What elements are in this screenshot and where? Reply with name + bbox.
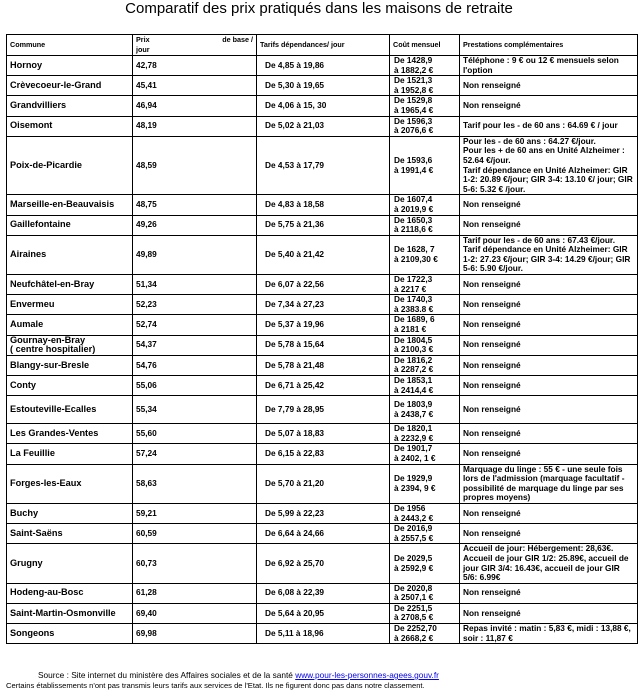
cout-cell: De 1901,7 à 2402, 1 € xyxy=(390,444,460,464)
cout-cell: De 1529,8 à 1965,4 € xyxy=(390,96,460,116)
table-row xyxy=(7,335,638,355)
prestations-cell: Non renseigné xyxy=(460,295,638,315)
cout-cell: De 1593,6 à 1991,4 € xyxy=(390,136,460,195)
prix-cell: 42,78 xyxy=(133,56,257,76)
prix-cell: 54,76 xyxy=(133,355,257,375)
tarifs-cell: De 5,78 à 21,48 xyxy=(257,355,390,375)
commune-cell: Les Grandes-Ventes xyxy=(7,424,133,444)
commune-cell: Hornoy xyxy=(7,56,133,76)
prestations-cell: Non renseigné xyxy=(460,503,638,523)
commune-cell: Forges-les-Eaux xyxy=(7,464,133,503)
prix-cell: 61,28 xyxy=(133,583,257,603)
table-row xyxy=(7,424,638,444)
tarifs-cell: De 6,71 à 25,42 xyxy=(257,376,390,396)
cout-cell: De 1428,9 à 1882,2 € xyxy=(390,56,460,76)
header-prix-suffix: de base / xyxy=(222,35,253,45)
table-row xyxy=(7,136,638,195)
table-row xyxy=(7,275,638,295)
prestations-cell: Non renseigné xyxy=(460,195,638,215)
cout-cell: De 1607,4 à 2019,9 € xyxy=(390,195,460,215)
header-prix xyxy=(133,35,257,56)
table-row xyxy=(7,235,638,274)
prix-cell: 48,19 xyxy=(133,116,257,136)
prix-cell: 69,40 xyxy=(133,603,257,623)
commune-cell: Saint-Martin-Osmonville xyxy=(7,603,133,623)
table-row xyxy=(7,624,638,644)
tarifs-cell: De 5,75 à 21,36 xyxy=(257,215,390,235)
commune-cell: Conty xyxy=(7,376,133,396)
cout-cell: De 1596,3 à 2076,6 € xyxy=(390,116,460,136)
prix-cell: 51,34 xyxy=(133,275,257,295)
commune-cell: Gournay-en-Bray ( centre hospitalier) xyxy=(7,335,133,355)
source-line xyxy=(38,670,439,680)
prestations-cell: Non renseigné xyxy=(460,444,638,464)
cout-cell: De 1804,5 à 2100,3 € xyxy=(390,335,460,355)
tarifs-cell: De 6,92 à 25,70 xyxy=(257,544,390,583)
cout-cell: De 1853,1 à 2414,4 € xyxy=(390,376,460,396)
table-row xyxy=(7,583,638,603)
tarifs-cell: De 6,64 à 24,66 xyxy=(257,524,390,544)
tarifs-cell: De 6,08 à 22,39 xyxy=(257,583,390,603)
prix-cell: 60,73 xyxy=(133,544,257,583)
prestations-cell: Non renseigné xyxy=(460,524,638,544)
prix-cell: 57,24 xyxy=(133,444,257,464)
prestations-cell: Non renseigné xyxy=(460,315,638,335)
prix-cell: 46,94 xyxy=(133,96,257,116)
prestations-cell: Non renseigné xyxy=(460,215,638,235)
table-row xyxy=(7,56,638,76)
tarifs-cell: De 5,07 à 18,83 xyxy=(257,424,390,444)
prestations-cell: Non renseigné xyxy=(460,355,638,375)
tarifs-cell: De 5,99 à 22,23 xyxy=(257,503,390,523)
price-comparison-table xyxy=(6,34,638,644)
cout-cell: De 1929,9 à 2394, 9 € xyxy=(390,464,460,503)
tarifs-cell: De 5,37 à 19,96 xyxy=(257,315,390,335)
prix-cell: 55,34 xyxy=(133,396,257,424)
prestations-cell: Non renseigné xyxy=(460,396,638,424)
prix-cell: 49,26 xyxy=(133,215,257,235)
tarifs-cell: De 7,34 à 27,23 xyxy=(257,295,390,315)
tarifs-cell: De 5,78 à 15,64 xyxy=(257,335,390,355)
commune-cell: Envermeu xyxy=(7,295,133,315)
tarifs-cell: De 5,02 à 21,03 xyxy=(257,116,390,136)
table-row xyxy=(7,524,638,544)
commune-cell: Neufchâtel-en-Bray xyxy=(7,275,133,295)
cout-cell: De 1650,3 à 2118,6 € xyxy=(390,215,460,235)
tarifs-cell: De 5,64 à 20,95 xyxy=(257,603,390,623)
commune-cell: Crèvecoeur-le-Grand xyxy=(7,76,133,96)
prix-cell: 48,75 xyxy=(133,195,257,215)
table-row xyxy=(7,295,638,315)
prix-cell: 54,37 xyxy=(133,335,257,355)
commune-cell: Gaillefontaine xyxy=(7,215,133,235)
table-row xyxy=(7,355,638,375)
cout-cell: De 2020,8 à 2507,1 € xyxy=(390,583,460,603)
prestations-cell: Téléphone : 9 € ou 12 € mensuels selon l'option xyxy=(460,56,638,76)
prestations-cell: Pour les - de 60 ans : 64.27 €/jour. Pour les + de 60 ans en Unité Alzheimer : 52.64 €/jour. Tarif dépendance en Unité Alzheimer: GIR 1-2: 20.89 €/jour; GIR 3-4: 13.10 €/ jour; GIR 5-6: 5.32 € /jour. xyxy=(460,136,638,195)
commune-cell: Poix-de-Picardie xyxy=(7,136,133,195)
table-row xyxy=(7,76,638,96)
commune-cell: Saint-Saëns xyxy=(7,524,133,544)
table-row xyxy=(7,376,638,396)
tarifs-cell: De 4,53 à 17,79 xyxy=(257,136,390,195)
prix-cell: 55,06 xyxy=(133,376,257,396)
commune-cell: Airaines xyxy=(7,235,133,274)
tarifs-cell: De 5,30 à 19,65 xyxy=(257,76,390,96)
header-prix-label: Prix xyxy=(136,35,150,45)
prestations-cell: Non renseigné xyxy=(460,583,638,603)
cout-cell: De 2251,5 à 2708,5 € xyxy=(390,603,460,623)
commune-cell: Estouteville-Ecalles xyxy=(7,396,133,424)
cout-cell: De 1956 à 2443,2 € xyxy=(390,503,460,523)
source-text: Source : Site internet du ministère des Affaires sociales et de la santé xyxy=(38,670,293,680)
cout-cell: De 1722,3 à 2217 € xyxy=(390,275,460,295)
tarifs-cell: De 4,83 à 18,58 xyxy=(257,195,390,215)
cout-cell: De 2252,70 à 2668,2 € xyxy=(390,624,460,644)
tarifs-cell: De 7,79 à 28,95 xyxy=(257,396,390,424)
prestations-cell: Non renseigné xyxy=(460,424,638,444)
prestations-cell: Tarif pour les - de 60 ans : 67.43 €/jour. Tarif dépendance en Unité Alzheimer: GIR 1-2: 27.23 €/jour; GIR 3-4: 14.29 €/jour; GIR 5-6: 5.90 €/jour. xyxy=(460,235,638,274)
cout-cell: De 1820,1 à 2232,9 € xyxy=(390,424,460,444)
table-row xyxy=(7,464,638,503)
commune-cell: La Feuillie xyxy=(7,444,133,464)
commune-cell: Oisemont xyxy=(7,116,133,136)
prix-cell: 55,60 xyxy=(133,424,257,444)
table-row xyxy=(7,195,638,215)
footnote: Certains établissements n'ont pas transmis leurs tarifs aux services de l'Etat. Ils ne figurent donc pas dans notre classement. xyxy=(6,681,425,690)
source-link[interactable]: www.pour-les-personnes-agees.gouv.fr xyxy=(295,670,439,680)
prestations-cell: Non renseigné xyxy=(460,76,638,96)
tarifs-cell: De 4,06 à 15, 30 xyxy=(257,96,390,116)
cout-cell: De 1689, 6 à 2181 € xyxy=(390,315,460,335)
prix-cell: 52,74 xyxy=(133,315,257,335)
cout-cell: De 2029,5 à 2592,9 € xyxy=(390,544,460,583)
table-row xyxy=(7,96,638,116)
tarifs-cell: De 6,07 à 22,56 xyxy=(257,275,390,295)
table-row xyxy=(7,116,638,136)
header-prix-unit: jour xyxy=(136,45,150,54)
tarifs-cell: De 4,85 à 19,86 xyxy=(257,56,390,76)
prestations-cell: Non renseigné xyxy=(460,376,638,396)
header-commune: Commune xyxy=(7,35,133,56)
cout-cell: De 1521,3 à 1952,8 € xyxy=(390,76,460,96)
prix-cell: 60,59 xyxy=(133,524,257,544)
prestations-cell: Non renseigné xyxy=(460,603,638,623)
page-title: Comparatif des prix pratiqués dans les maisons de retraite xyxy=(125,0,513,17)
commune-cell: Marseille-en-Beauvaisis xyxy=(7,195,133,215)
prestations-cell: Marquage du linge : 55 € - une seule fois lors de l'admission (marquage facultatif - possibilité de marquage du linge par ses propres moyens) xyxy=(460,464,638,503)
prestations-cell: Non renseigné xyxy=(460,335,638,355)
cout-cell: De 1740,3 à 2383.8 € xyxy=(390,295,460,315)
header-tarifs: Tarifs dépendances/ jour xyxy=(257,35,390,56)
prestations-cell: Tarif pour les - de 60 ans : 64.69 € / jour xyxy=(460,116,638,136)
prestations-cell: Non renseigné xyxy=(460,96,638,116)
commune-cell: Grandvilliers xyxy=(7,96,133,116)
table-row xyxy=(7,603,638,623)
prix-cell: 58,63 xyxy=(133,464,257,503)
tarifs-cell: De 6,15 à 22,83 xyxy=(257,444,390,464)
cout-cell: De 1816,2 à 2287,2 € xyxy=(390,355,460,375)
commune-cell: Blangy-sur-Bresle xyxy=(7,355,133,375)
prix-cell: 59,21 xyxy=(133,503,257,523)
table-row xyxy=(7,396,638,424)
tarifs-cell: De 5,40 à 21,42 xyxy=(257,235,390,274)
tarifs-cell: De 5,70 à 21,20 xyxy=(257,464,390,503)
cout-cell: De 1803,9 à 2438,7 € xyxy=(390,396,460,424)
cout-cell: De 1628, 7 à 2109,30 € xyxy=(390,235,460,274)
prestations-cell: Non renseigné xyxy=(460,275,638,295)
commune-cell: Buchy xyxy=(7,503,133,523)
commune-cell: Songeons xyxy=(7,624,133,644)
prix-cell: 48,59 xyxy=(133,136,257,195)
table-header-row xyxy=(7,35,638,56)
commune-cell: Grugny xyxy=(7,544,133,583)
prix-cell: 52,23 xyxy=(133,295,257,315)
table-row xyxy=(7,544,638,583)
commune-cell: Aumale xyxy=(7,315,133,335)
table-row xyxy=(7,315,638,335)
commune-cell: Hodeng-au-Bosc xyxy=(7,583,133,603)
header-prestations: Prestations complémentaires xyxy=(460,35,638,56)
table-row xyxy=(7,444,638,464)
prix-cell: 45,41 xyxy=(133,76,257,96)
prestations-cell: Repas invité : matin : 5,83 €, midi : 13,88 €, soir : 11,87 € xyxy=(460,624,638,644)
prestations-cell: Accueil de jour: Hébergement: 28,63€. Accueil de jour GIR 1/2: 25.89€, accueil de jour GIR 3/4: 16.43€, accueil de jour GIR 5/6: 6.99€ xyxy=(460,544,638,583)
table-row xyxy=(7,215,638,235)
table-row xyxy=(7,503,638,523)
header-cout: Coût mensuel xyxy=(390,35,460,56)
tarifs-cell: De 5,11 à 18,96 xyxy=(257,624,390,644)
prix-cell: 69,98 xyxy=(133,624,257,644)
prix-cell: 49,89 xyxy=(133,235,257,274)
cout-cell: De 2016,9 à 2557,5 € xyxy=(390,524,460,544)
